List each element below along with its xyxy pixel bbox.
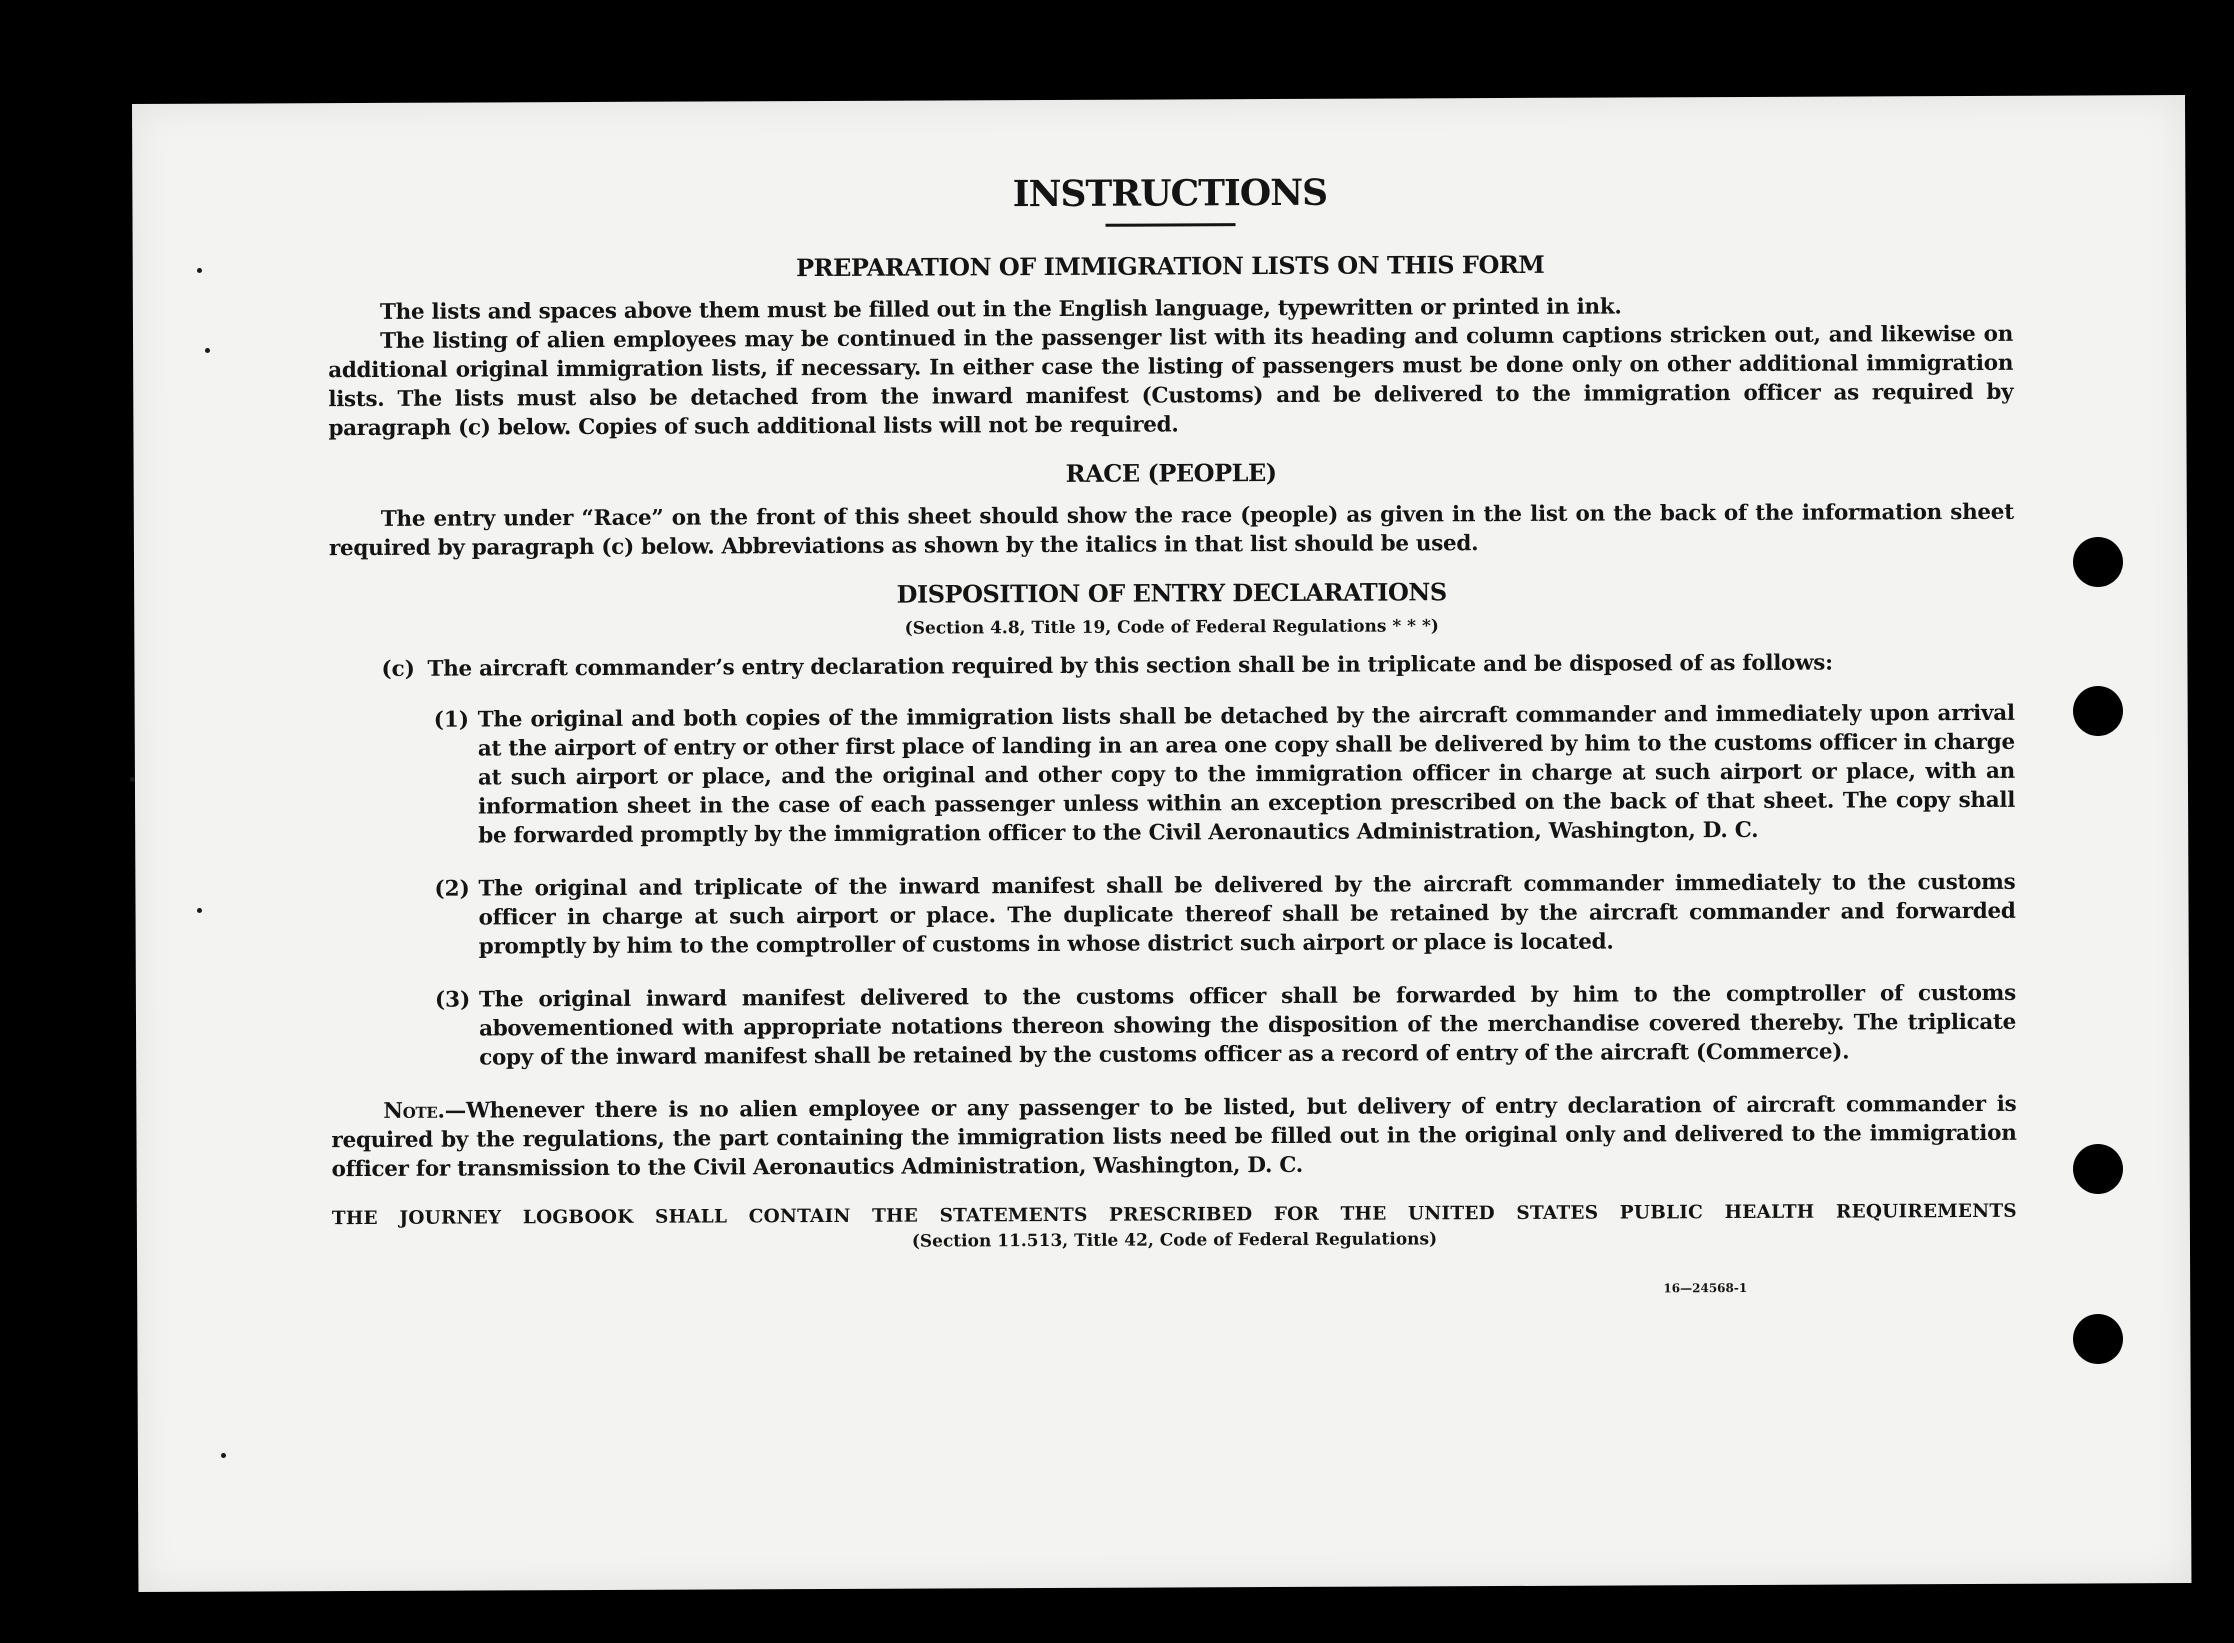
- item-number: (3): [434, 987, 471, 1013]
- note-paragraph: [331, 1090, 2016, 1184]
- preparation-heading: PREPARATION OF IMMIGRATION LISTS ON THIS FORM: [796, 249, 1545, 283]
- form-number: 16—24568-1: [1663, 1280, 1748, 1296]
- item-text: The original and both copies of the immigration lists shall be detached by the aircraft commander and immediately upon arrival at the airport of entry or other first place of landing in an area one copy shall be delivered by him to the customs officer in charge at such airport or place, and the original and other copy to the immigration officer in charge at such airport or place, with an information sheet in the case of each passenger unless within an exception prescribed on the back of that sheet. The copy shall be forwarded promptly by the immigration officer to the Civil Aeronautics Administration, Washington, D. C.: [477, 700, 2016, 849]
- note-label: Note.: [383, 1098, 445, 1124]
- paragraph-c-label: (c): [381, 656, 415, 682]
- page-title: INSTRUCTIONS: [1012, 171, 1328, 216]
- disposition-item-3: [435, 979, 2016, 1073]
- paragraph-c-text: The aircraft commander’s entry declaration required by this section shall be in triplicate and be disposed of as follows:: [427, 650, 1833, 682]
- punch-hole: [2073, 1144, 2123, 1194]
- preparation-paragraph-2: The listing of alien employees may be continued in the passenger list with its heading and column captions stricken out, and likewise on additional original immigration lists, if necessary. In either case the listing of passengers must be done only on other additional immigration lists. The lists must also be detached from the inward manifest (Customs) and be delivered to the immigration officer as required by paragraph (c) below. Copies of such additional lists will not be required.: [328, 321, 2014, 442]
- health-citation: (Section 11.513, Title 42, Code of Federal Regulations): [911, 1229, 1438, 1252]
- punch-hole: [2073, 537, 2123, 587]
- scan-speck: [205, 348, 210, 353]
- instructions-content: [327, 166, 2017, 1302]
- race-paragraph: The entry under “Race” on the front of this sheet should show the race (people) as given in the list on the back of the information sheet required by paragraph (c) below. Abbreviations as shown by the italics in that list should be used.: [328, 499, 2014, 562]
- scan-speck: [197, 268, 202, 273]
- title-underline: [1105, 223, 1235, 227]
- health-statement: THE JOURNEY LOGBOOK SHALL CONTAIN THE STATEMENTS PRESCRIBED FOR THE UNITED STATES PUBLIC HEALTH REQUIREMENTS: [331, 1200, 2017, 1230]
- note-text: —Whenever there is no alien employee or any passenger to be listed, but delivery of entry declaration of aircraft commander is required by the regulations, the part containing the immigration lists need be filled out in the original only and delivered to the immigration officer for transmission to the Civil Aeronautics Administration, Washington, D. C.: [331, 1091, 2017, 1183]
- item-number: (2): [434, 876, 470, 902]
- disposition-item-1: [434, 699, 2016, 851]
- preparation-paragraph-1: The lists and spaces above them must be filled out in the English language, typewritten or printed in ink.: [379, 294, 1622, 325]
- scan-speck: [221, 1453, 226, 1458]
- disposition-heading: DISPOSITION OF ENTRY DECLARATIONS: [896, 577, 1447, 609]
- item-number: (1): [433, 707, 470, 733]
- scan-speck: [130, 777, 135, 782]
- disposition-citation: (Section 4.8, Title 19, Code of Federal Regulations * * *): [904, 616, 1439, 639]
- document-page: [132, 95, 2191, 1592]
- race-heading: RACE (PEOPLE): [1065, 458, 1277, 488]
- punch-hole: [2073, 686, 2123, 736]
- disposition-item-2: [434, 868, 2015, 962]
- paragraph-c: [381, 648, 2014, 684]
- punch-hole: [2073, 1314, 2123, 1364]
- item-text: The original inward manifest delivered to the customs officer shall be forwarded by him to the comptroller of customs abovementioned with appropriate notations thereon showing the disposition of the merchandise covered thereby. The triplicate copy of the inward manifest shall be retained by the customs officer as a record of entry of the aircraft (Commerce).: [478, 980, 2017, 1071]
- scan-speck: [197, 908, 202, 913]
- item-text: The original and triplicate of the inward manifest shall be delivered by the aircraft commander immediately to the customs officer in charge at such airport or place. The duplicate thereof shall be retained by the aircraft commander and forwarded promptly by him to the comptroller of customs in whose district such airport or place is located.: [478, 869, 2016, 960]
